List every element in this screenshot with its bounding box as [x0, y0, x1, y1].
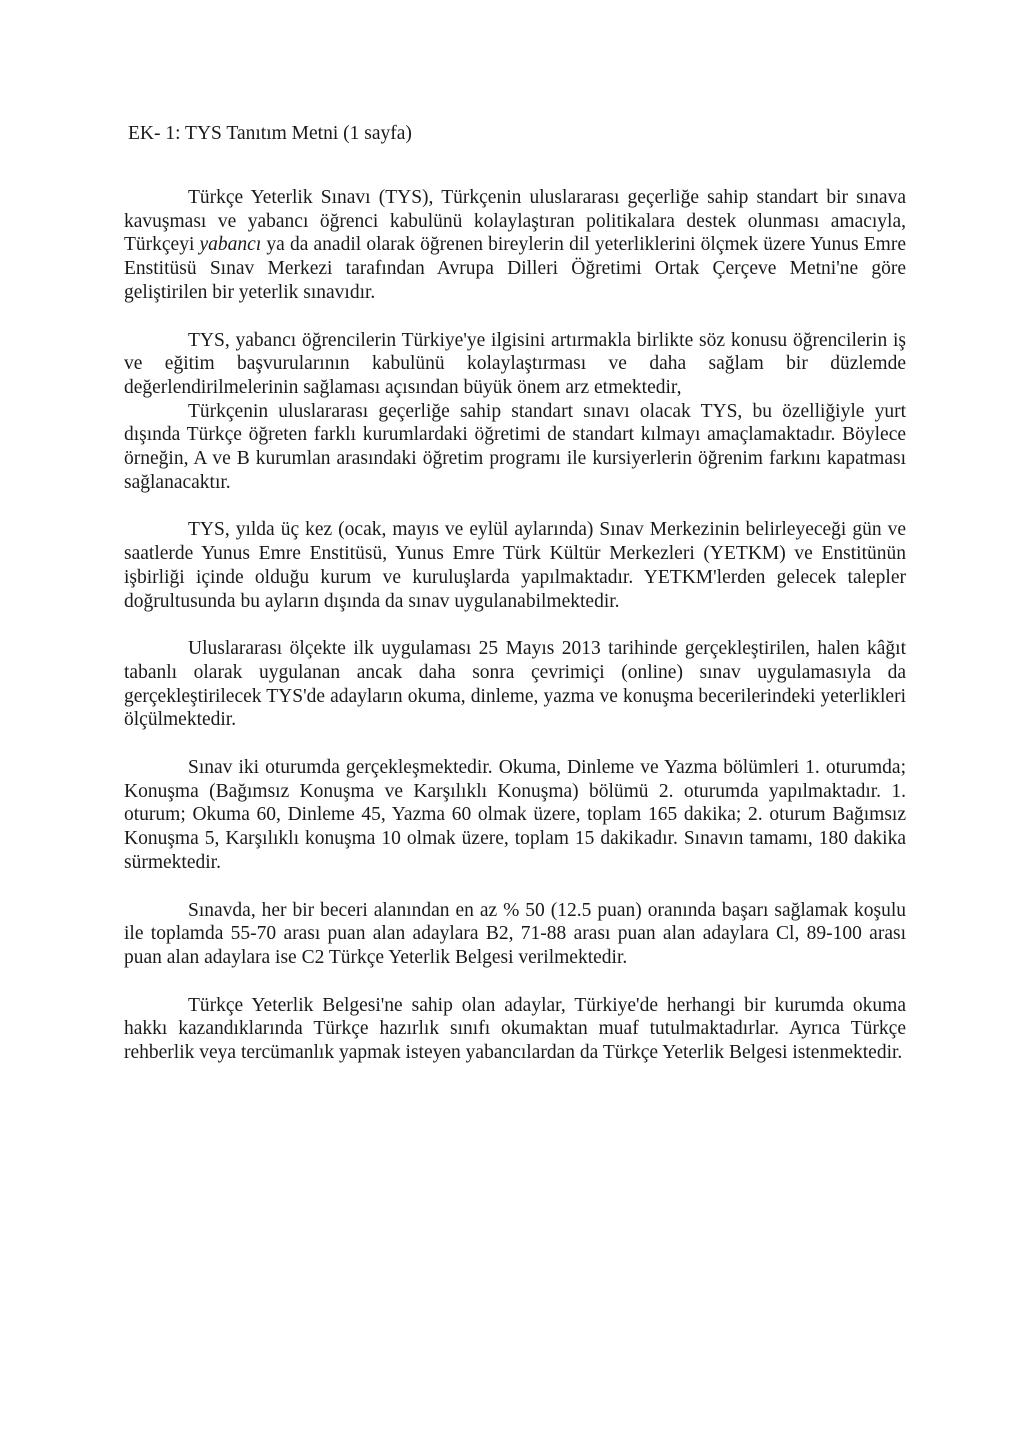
document-body [124, 186, 906, 1065]
paragraph-scoring: Sınavda, her bir beceri alanından en az % 50 (12.5 puan) oranında başarı sağlamak koşulu ile toplamda 55-70 arası puan alan adaylara B2, 71-88 arası puan alan adaylara Cl, 89-100 arası puan alan adaylara ise C2 Türkçe Yeterlik Belgesi verilmektedir. [124, 899, 906, 968]
paragraph-text: Türkçe Yeterlik Sınavı (TYS), Türkçenin uluslararası geçerliğe sahip standart bir sınava kavuşması ve yabancı öğrenci kabulünü kolaylaştıran politikalara destek olunması amacıyla, Türkçeyi [124, 187, 906, 256]
paragraph-tys-schedule: TYS, yılda üç kez (ocak, mayıs ve eylül aylarında) Sınav Merkezinin belirleyeceği gün ve saatlerde Yunus Emre Enstitüsü, Yunus Emre Türk Kültür Merkezleri (YETKM) ve Enstitünün işbirliği içinde olduğu kurum ve kuruluşlarda yapılmaktadır. YETKM'lerden gelecek talepler doğrultusunda bu ayların dışında da sınav uygulanabilmektedir. [124, 519, 906, 612]
paragraph-exam-sessions: Sınav iki oturumda gerçekleşmektedir. Okuma, Dinleme ve Yazma bölümleri 1. oturumda; Konuşma (Bağımsız Konuşma ve Karşılıklı Konuşma) bölümü 2. oturumda yapılmaktadır. 1. oturum; Okuma 60, Dinleme 45, Yazma 60 olmak üzere, toplam 165 dakika; 2. oturum Bağımsız Konuşma 5, Karşılıklı konuşma 10 olmak üzere, toplam 15 dakikadır. Sınavın tamamı, 180 dakika sürmektedir. [124, 757, 906, 873]
paragraph-certificate-benefits: Türkçe Yeterlik Belgesi'ne sahip olan adaylar, Türkiye'de herhangi bir kurumda okuma hakkı kazandıklarında Türkçe hazırlık sınıfı okumaktan muaf tutulmaktadırlar. Ayrıca Türkçe rehberlik veya tercümanlık yapmak isteyen yabancılardan da Türkçe Yeterlik Belgesi istenmektedir. [124, 994, 906, 1064]
paragraph-tys-importance: TYS, yabancı öğrencilerin Türkiye'ye ilgisini artırmakla birlikte söz konusu öğrencilerin iş ve eğitim başvurularının kabulünü kolaylaştırması ve daha sağlam bir düzlemde değerlendirilmelerinin sağlaması açısından büyük önem arz etmektedir, [124, 329, 906, 398]
paragraph-tys-standard: Türkçenin uluslararası geçerliğe sahip standart sınavı olacak TYS, bu özelliğiyle yurt dışında Türkçe öğreten farklı kurumlardaki öğretimi de standart kılmayı amaçlamaktadır. Böylece örneğin, A ve B kurumlan arasındaki öğretim programı ile kursiyerlerin öğrenim farkını kapatması sağlanacaktır. [124, 400, 906, 493]
paragraph-tys-definition [124, 186, 906, 305]
paragraph-tys-first-application: Uluslararası ölçekte ilk uygulaması 25 Mayıs 2013 tarihinde gerçekleştirilen, halen kâğıt tabanlı olarak uygulanan ancak daha sonra çevrimiçi (online) sınav uygulamasıyla da gerçekleştirilecek TYS'de adayların okuma, dinleme, yazma ve konuşma becerilerindeki yeterlikleri ölçülmektedir. [124, 638, 906, 731]
document-heading: EK- 1: TYS Tanıtım Metni (1 sayfa) [128, 123, 412, 144]
emphasized-word: yabancı [199, 234, 262, 256]
paragraph-text: ya da anadil olarak öğrenen bireylerin dil yeterliklerini ölçmek üzere Yunus Emre Enstitüsü Sınav Merkezi tarafından Avrupa Dilleri Öğretimi Ortak Çerçeve Metni'ne göre geliştirilen bir yeterlik sınavıdır. [124, 234, 906, 303]
